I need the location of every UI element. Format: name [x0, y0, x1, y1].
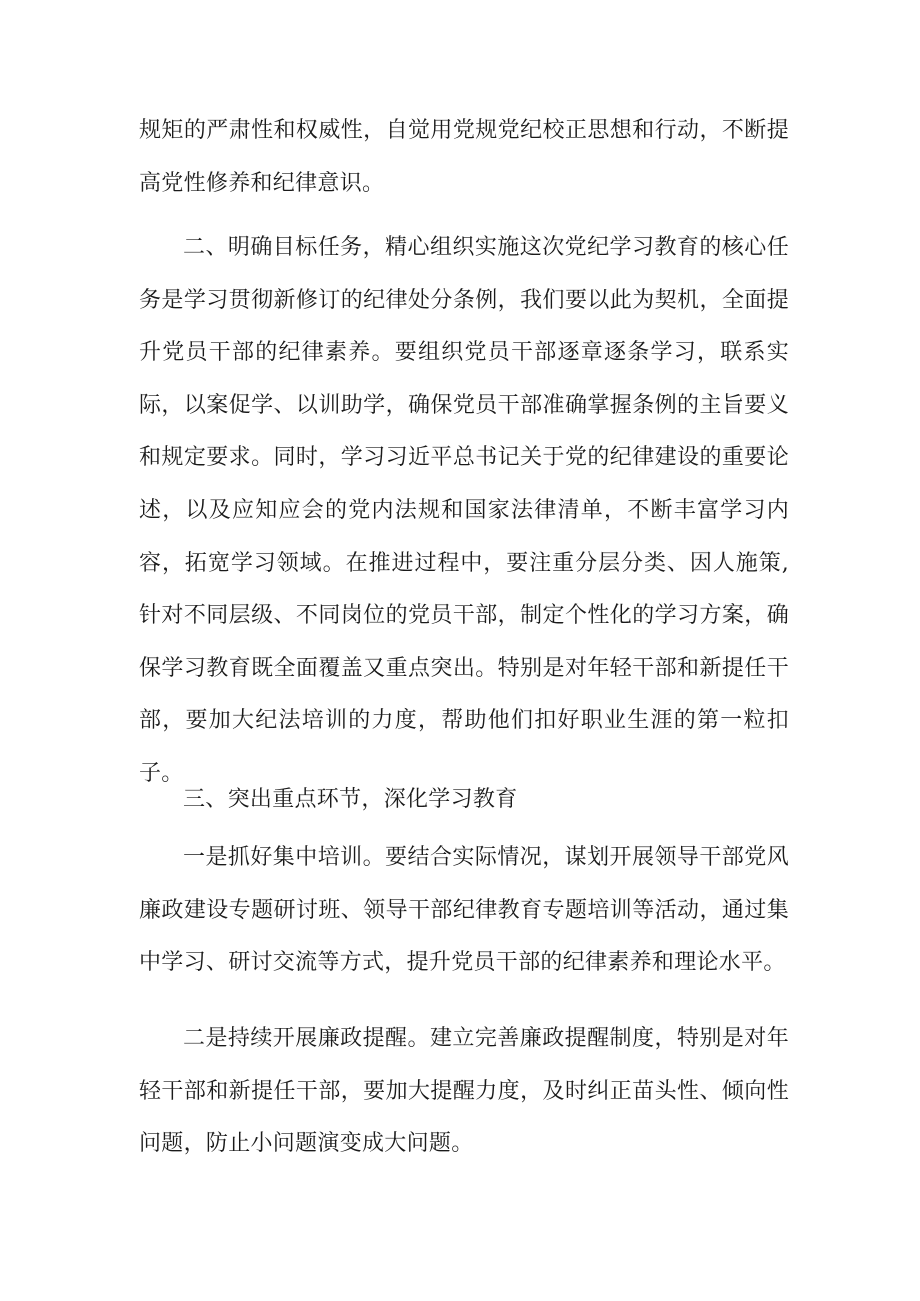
paragraph-continuation: 规矩的严肃性和权威性，自觉用党规党纪校正思想和行动，不断提高党性修养和纪律意识。 — [139, 118, 789, 196]
section-three-heading: 三、突出重点环节，深化学习教育 — [183, 787, 518, 812]
paragraph-section-two: 二、明确目标任务，精心组织实施这次党纪学习教育的核心任务是学习贯彻新修订的纪律处分条例，我们要以此为契机，全面提升党员干部的纪律素养。要组织党员干部逐章逐条学习，联系实际，以案促学、以训助学，确保党员干部准确掌握条例的主旨要义和规定要求。同时，学习习近平总书记关于党的纪律建设的重要论述，以及应知应会的党内法规和国家法律清单，不断丰富学习内容，拓宽学习领域。在推进过程中，要注重分层分类、因人施策,针对不同层级、不同岗位的党员干部，制定个性化的学习方案，确保学习教育既全面覆盖又重点突出。特别是对年轻干部和新提任干部，要加大纪法培训的力度，帮助他们扣好职业生涯的第一粒扣子。 — [139, 235, 789, 786]
paragraph-item-one: 一是抓好集中培训。要结合实际情况，谋划开展领导干部党风廉政建设专题研讨班、领导干部纪律教育专题培训等活动，通过集中学习、研讨交流等方式，提升党员干部的纪律素养和理论水平。 — [139, 845, 789, 976]
paragraph-item-two: 二是持续开展廉政提醒。建立完善廉政提醒制度，特别是对年轻干部和新提任干部，要加大提醒力度，及时纠正苗头性、倾向性问题，防止小问题演变成大问题。 — [139, 1026, 789, 1157]
